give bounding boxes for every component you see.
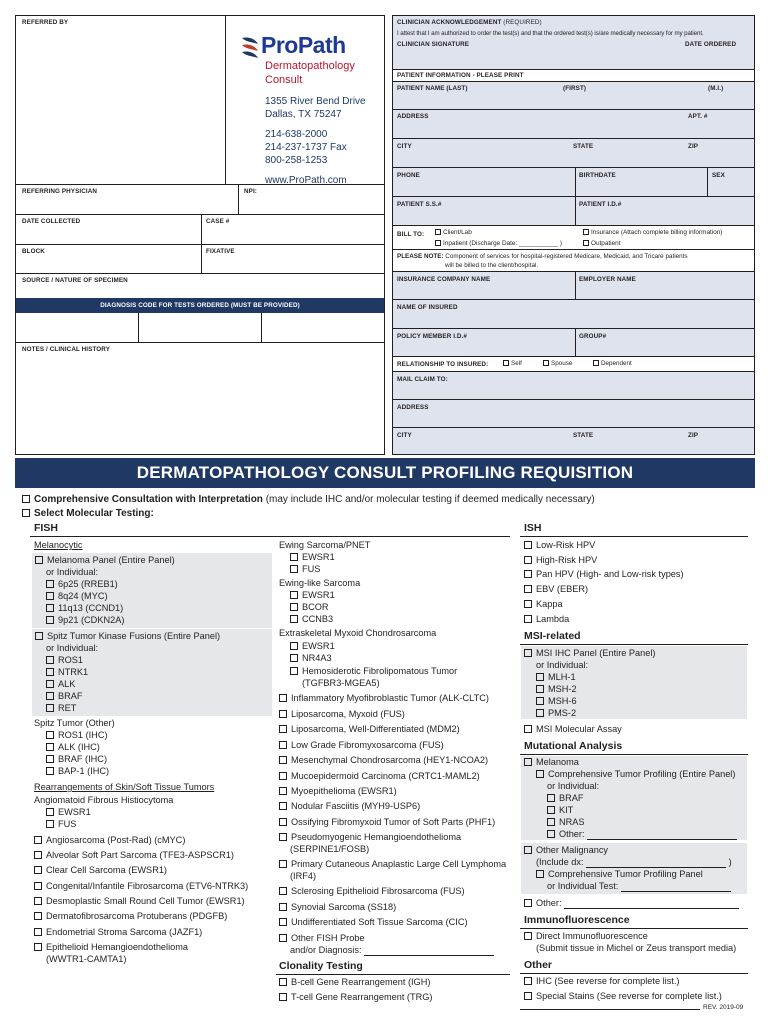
insurance-company-row[interactable]: [393, 271, 754, 299]
mel-item[interactable]: 6p25 (RREB1): [46, 579, 118, 590]
relationship-label: RELATIONSHIP TO INSURED:: [397, 361, 489, 368]
fish2-item[interactable]: Mesenchymal Chondrosarcoma (HEY1-NCOA2): [279, 755, 488, 766]
fixative-label: FIXATIVE: [206, 248, 235, 255]
mut-other-checkbox[interactable]: [547, 830, 555, 838]
comp-tumor2-option[interactable]: Comprehensive Tumor Profiling Panel: [536, 869, 703, 880]
other-diagnosis-blank[interactable]: [364, 948, 494, 956]
mut-item-checkbox[interactable]: [547, 806, 555, 814]
comp-tumor2-checkbox[interactable]: [536, 870, 544, 878]
msi-item-checkbox[interactable]: [536, 697, 544, 705]
notes-label: NOTES / CLINICAL HISTORY: [22, 346, 110, 353]
propath-logo-icon: [240, 34, 260, 60]
msi-item-checkbox[interactable]: [536, 673, 544, 681]
self-checkbox[interactable]: [503, 360, 509, 366]
phone-row[interactable]: [393, 167, 754, 196]
ewing-like-item[interactable]: CCNB3: [290, 614, 333, 625]
fish-item-checkbox[interactable]: [34, 928, 42, 936]
diagnosis-code-cells[interactable]: [16, 313, 384, 342]
rearrangements-heading: Rearrangements of Skin/Soft Tissue Tumors: [34, 782, 215, 792]
please-note-text-1: Component of services for hospital-registered Medicare, Medicaid, and Tricare patients: [445, 253, 688, 260]
individual-test-blank[interactable]: [621, 884, 731, 892]
or-individual-label: or Individual:: [547, 781, 600, 791]
fish2-item-checkbox[interactable]: [279, 787, 287, 795]
city2-label: CITY: [397, 432, 412, 439]
other-item[interactable]: IHC (See reverse for complete list.): [524, 976, 679, 987]
dependent-option[interactable]: Dependent: [593, 360, 632, 367]
include-dx-blank[interactable]: [586, 860, 726, 868]
please-note-label: PLEASE NOTE:: [397, 253, 444, 260]
msi-item[interactable]: MSH-2: [536, 684, 577, 695]
mut-item-checkbox[interactable]: [547, 818, 555, 826]
ack-title: CLINICIAN ACKNOWLEDGEMENT: [397, 19, 502, 26]
fish2-item-checkbox[interactable]: [279, 694, 287, 702]
patient-name-row[interactable]: [393, 81, 754, 109]
ish-item-checkbox[interactable]: [524, 570, 532, 578]
insurance-company-label: INSURANCE COMPANY NAME: [397, 276, 491, 283]
extraskeletal-heading: Extraskeletal Myxoid Chondrosarcoma: [279, 628, 437, 638]
extra-item-checkbox[interactable]: [290, 667, 298, 675]
fish2-item[interactable]: Nodular Fasciitis (MYH9-USP6): [279, 801, 420, 812]
spitz-item[interactable]: RET: [46, 703, 76, 714]
msi-item[interactable]: MSH-6: [536, 696, 577, 707]
spouse-checkbox[interactable]: [543, 360, 549, 366]
ack-text: I attest that I am authorized to order the test(s) and that the ordered test(s) is/are medically necessary for my patient.: [397, 30, 704, 37]
msi-item-checkbox[interactable]: [536, 685, 544, 693]
molecular-label: Select Molecular Testing:: [34, 508, 154, 519]
angio-item[interactable]: FUS: [46, 819, 76, 830]
spitz-item[interactable]: ROS1: [46, 655, 83, 666]
fish3-item-checkbox[interactable]: [279, 934, 287, 942]
ish-item[interactable]: Pan HPV (High- and Low-risk types): [524, 569, 684, 580]
ewing-item[interactable]: FUS: [290, 564, 320, 575]
ish-item[interactable]: EBV (EBER): [524, 584, 588, 595]
npi-label: NPI:: [244, 188, 257, 195]
fish-item[interactable]: Dermatofibrosarcoma Protuberans (PDGFB): [34, 911, 227, 922]
other-item-checkbox[interactable]: [524, 992, 532, 1000]
extra-item-checkbox[interactable]: [290, 654, 298, 662]
melanoma-option[interactable]: Melanoma: [524, 757, 579, 768]
address2-label: ADDRESS: [397, 404, 429, 411]
ssn-row[interactable]: [393, 196, 754, 225]
policy-label: POLICY MEMBER I.D.#: [397, 333, 468, 340]
name-insured-row[interactable]: [393, 299, 754, 328]
melanocytic-heading: Melanocytic: [34, 540, 83, 550]
requisition-banner: [15, 458, 755, 488]
spitz-item[interactable]: NTRK1: [46, 667, 88, 678]
clonality-item[interactable]: B-cell Gene Rearrangement (IGH): [279, 977, 430, 988]
company-phone-2: 214-237-1737 Fax: [265, 142, 347, 153]
ish-item-checkbox[interactable]: [524, 585, 532, 593]
individual-test-field[interactable]: or Individual Test:: [547, 881, 731, 892]
fish2-item[interactable]: Liposarcoma, Myxoid (FUS): [279, 709, 405, 720]
angio-item[interactable]: EWSR1: [46, 807, 91, 818]
mel-item-checkbox[interactable]: [46, 580, 54, 588]
clonality-heading: Clonality Testing: [279, 960, 363, 972]
address-label: ADDRESS: [397, 113, 429, 120]
other-option[interactable]: Other:: [524, 898, 739, 909]
spitz-other-item[interactable]: ALK (IHC): [46, 742, 100, 753]
fish2-item-checkbox[interactable]: [279, 802, 287, 810]
self-option[interactable]: Self: [503, 360, 522, 367]
company-website: www.ProPath.com: [265, 175, 347, 186]
msi-item-checkbox[interactable]: [536, 709, 544, 717]
or-individual-label: or Individual:: [46, 643, 99, 653]
extra-item[interactable]: EWSR1: [290, 641, 335, 652]
ack-cell[interactable]: [393, 16, 754, 69]
fish2-item-checkbox[interactable]: [279, 710, 287, 718]
extra-item[interactable]: NR4A3: [290, 653, 332, 664]
requisition-title: DERMATOPATHOLOGY CONSULT PROFILING REQUISITION: [136, 463, 634, 482]
pseudomyogenic-subtext: (SERPINE1/FOSB): [290, 844, 370, 854]
company-subtitle-2: Consult: [265, 74, 303, 86]
address-row[interactable]: [393, 109, 754, 138]
melanoma-checkbox[interactable]: [524, 758, 532, 766]
fish2-item[interactable]: Ossifying Fibromyxoid Tumor of Soft Parts (PHF1): [279, 817, 495, 828]
clonality-checkbox[interactable]: [279, 993, 287, 1001]
block-row[interactable]: [16, 244, 384, 273]
or-individual-label: or Individual:: [46, 567, 99, 577]
spitz-other-item[interactable]: BAP-1 (IHC): [46, 766, 109, 777]
diagnosis-bar-label: DIAGNOSIS CODE FOR TESTS ORDERED (MUST BE PROVIDED): [100, 302, 300, 309]
right-form: [392, 15, 755, 455]
phone-label: PHONE: [397, 172, 420, 179]
insurance-checkbox[interactable]: [583, 229, 589, 235]
outpatient-checkbox[interactable]: [583, 240, 589, 246]
ish-item-checkbox[interactable]: [524, 600, 532, 608]
mel-item-checkbox[interactable]: [46, 604, 54, 612]
diagnosis-bar: [16, 298, 384, 313]
notes-cell[interactable]: [16, 342, 384, 454]
msi-item[interactable]: MLH-1: [536, 672, 576, 683]
melanoma-panel-option[interactable]: Melanoma Panel (Entire Panel): [35, 555, 175, 566]
spitz-other-checkbox[interactable]: [46, 755, 54, 763]
company-phone-1: 214-638-2000: [265, 129, 328, 140]
mut-item[interactable]: KIT: [547, 805, 573, 816]
mel-item[interactable]: 8q24 (MYC): [46, 591, 108, 602]
msi-assay-checkbox[interactable]: [524, 725, 532, 733]
other-item[interactable]: Special Stains (See reverse for complete list.): [524, 991, 722, 1002]
spouse-option[interactable]: Spouse: [543, 360, 572, 367]
clonality-item[interactable]: T-cell Gene Rearrangement (TRG): [279, 992, 432, 1003]
insurance-option[interactable]: Insurance (Attach complete billing information): [583, 229, 722, 236]
direct-immuno-subtext: (Submit tissue in Michel or Zeus transport media): [536, 943, 737, 953]
molecular-option[interactable]: [22, 508, 154, 519]
ish-item[interactable]: Low-Risk HPV: [524, 540, 595, 551]
spitz-fusions-checkbox[interactable]: [35, 632, 43, 640]
fish3-item-checkbox[interactable]: [279, 903, 287, 911]
mut-item-checkbox[interactable]: [547, 794, 555, 802]
fish3-item[interactable]: Undifferentiated Soft Tissue Sarcoma (CIC): [279, 917, 468, 928]
fish3-item-checkbox[interactable]: [279, 918, 287, 926]
spitz-other-checkbox[interactable]: [46, 743, 54, 751]
outpatient-option[interactable]: Outpatient: [583, 240, 621, 247]
other-blank[interactable]: [564, 901, 739, 909]
referred-by-cell[interactable]: [16, 16, 226, 184]
block-label: BLOCK: [22, 248, 45, 255]
or-individual-label: or Individual:: [536, 660, 589, 670]
fish-item-checkbox[interactable]: [34, 912, 42, 920]
angio-item-checkbox[interactable]: [46, 808, 54, 816]
mut-other-option[interactable]: Other:: [547, 829, 737, 840]
mi-label: (M.I.): [708, 85, 724, 92]
spitz-other-heading: Spitz Tumor (Other): [34, 718, 115, 728]
comp-tumor-checkbox[interactable]: [536, 770, 544, 778]
extra-item[interactable]: Hemosiderotic Fibrolipomatous Tumor: [290, 666, 457, 677]
fish3-item[interactable]: Other FISH Probe: [279, 933, 365, 944]
ish-item[interactable]: Kappa: [524, 599, 563, 610]
ewing-like-heading: Ewing-like Sarcoma: [279, 578, 361, 588]
ewing-like-item[interactable]: BCOR: [290, 602, 329, 613]
ssn-label: PATIENT S.S.#: [397, 201, 442, 208]
sex-label: SEX: [712, 172, 725, 179]
fish2-item-checkbox[interactable]: [279, 756, 287, 764]
state-label: STATE: [573, 143, 594, 150]
msi-assay-option[interactable]: MSI Molecular Assay: [524, 724, 622, 735]
company-block: [231, 26, 381, 186]
hemosiderotic-subtext: (TGFBR3-MGEA5): [302, 678, 380, 688]
immuno-heading: Immunofluorescence: [524, 914, 630, 926]
mut-item[interactable]: BRAF: [547, 793, 584, 804]
company-phone-3: 800-258-1253: [265, 155, 328, 166]
spitz-fusions-option[interactable]: Spitz Tumor Kinase Fusions (Entire Panel): [35, 631, 220, 642]
inpatient-option[interactable]: Inpatient (Discharge Date: ___________ ): [435, 240, 562, 247]
left-form: [15, 15, 385, 455]
date-collected-row[interactable]: [16, 214, 384, 244]
fish-item-checkbox[interactable]: [34, 882, 42, 890]
clinician-signature-label: CLINICIAN SIGNATURE: [397, 41, 470, 48]
spitz-other-item[interactable]: ROS1 (IHC): [46, 730, 108, 741]
group-label: GROUP#: [579, 333, 607, 340]
molecular-checkbox[interactable]: [22, 509, 30, 517]
employer-label: EMPLOYER NAME: [579, 276, 636, 283]
fish-item-checkbox[interactable]: [34, 943, 42, 951]
other-malignancy-option[interactable]: Other Malignancy: [524, 845, 608, 856]
please-note-text-2: will be billed to the client/hospital.: [445, 262, 539, 269]
fish2-item-checkbox[interactable]: [279, 772, 287, 780]
ewing-like-checkbox[interactable]: [290, 615, 298, 623]
spitz-item-checkbox[interactable]: [46, 692, 54, 700]
fish-item[interactable]: Endometrial Stroma Sarcoma (JAZF1): [34, 927, 202, 938]
ish-item-checkbox[interactable]: [524, 615, 532, 623]
comprehensive-option[interactable]: [22, 494, 595, 505]
spitz-item-checkbox[interactable]: [46, 704, 54, 712]
ack-required: (REQUIRED): [503, 19, 542, 26]
please-note-row: [393, 249, 754, 271]
fish2-item[interactable]: Myoepithelioma (EWSR1): [279, 786, 397, 797]
state2-label: STATE: [573, 432, 594, 439]
spitz-other-checkbox[interactable]: [46, 767, 54, 775]
referring-physician-row[interactable]: [16, 184, 384, 214]
patient-name-label: PATIENT NAME (LAST): [397, 85, 468, 92]
other-diagnosis-field[interactable]: and/or Diagnosis:: [290, 945, 494, 956]
clonality-checkbox[interactable]: [279, 978, 287, 986]
fish2-item-checkbox[interactable]: [279, 741, 287, 749]
other-malignancy-checkbox[interactable]: [524, 846, 532, 854]
propath-logo: ProPath: [261, 32, 346, 58]
patient-id-label: PATIENT I.D.#: [579, 201, 622, 208]
address2-row[interactable]: [393, 399, 754, 427]
source-row[interactable]: [16, 273, 384, 298]
angio-item-checkbox[interactable]: [46, 820, 54, 828]
fish3-item-checkbox[interactable]: [279, 887, 287, 895]
ewing-like-checkbox[interactable]: [290, 603, 298, 611]
zip-label: ZIP: [688, 143, 699, 150]
ish-item[interactable]: High-Risk HPV: [524, 555, 597, 566]
revision-label: REV. 2019-09: [703, 1004, 744, 1011]
other-item-checkbox[interactable]: [524, 977, 532, 985]
spitz-item-checkbox[interactable]: [46, 656, 54, 664]
spitz-item[interactable]: ALK: [46, 679, 75, 690]
comp-tumor-option[interactable]: Comprehensive Tumor Profiling (Entire Panel): [536, 769, 735, 780]
include-dx-field[interactable]: (Include dx: ): [536, 857, 732, 867]
mutational-heading: Mutational Analysis: [524, 740, 623, 752]
ewing-item-checkbox[interactable]: [290, 553, 298, 561]
date-collected-label: DATE COLLECTED: [22, 218, 81, 225]
ish-heading: ISH: [524, 522, 542, 534]
bill-to-row: [393, 225, 754, 249]
client-lab-checkbox[interactable]: [435, 229, 441, 235]
ewing-item-checkbox[interactable]: [290, 565, 298, 573]
fish3-item[interactable]: Sclerosing Epithelioid Fibrosarcoma (FUS): [279, 886, 465, 897]
msi-item[interactable]: PMS-2: [536, 708, 576, 719]
first-name-label: (FIRST): [563, 85, 587, 92]
fish2-item[interactable]: Inflammatory Myofibroblastic Tumor (ALK-CLTC): [279, 693, 489, 704]
fish-item-checkbox[interactable]: [34, 866, 42, 874]
fish-item[interactable]: Epithelioid Hemangioendothelioma: [34, 942, 188, 953]
primary-cutaneous-option[interactable]: Primary Cutaneous Anaplastic Large Cell Lymphoma: [279, 859, 506, 870]
fish-item[interactable]: Desmoplastic Small Round Cell Tumor (EWSR1): [34, 896, 245, 907]
referring-physician-label: REFERRING PHYSICIAN: [22, 188, 98, 195]
mut-item[interactable]: NRAS: [547, 817, 585, 828]
fish2-item-checkbox[interactable]: [279, 833, 287, 841]
fish-item[interactable]: Clear Cell Sarcoma (EWSR1): [34, 865, 167, 876]
mel-item[interactable]: 11q13 (CCND1): [46, 603, 123, 614]
ewing-like-checkbox[interactable]: [290, 591, 298, 599]
other-checkbox[interactable]: [524, 899, 532, 907]
direct-immuno-option[interactable]: Direct Immunofluorescence: [524, 931, 648, 942]
fish3-item[interactable]: Synovial Sarcoma (SS18): [279, 902, 396, 913]
ish-item[interactable]: Lambda: [524, 614, 569, 625]
ewing-heading: Ewing Sarcoma/PNET: [279, 540, 371, 550]
mail-claim-row[interactable]: [393, 371, 754, 399]
dependent-checkbox[interactable]: [593, 360, 599, 366]
date-ordered-label: DATE ORDERED: [685, 41, 737, 48]
fish2-item[interactable]: Liposarcoma, Well-Differentiated (MDM2): [279, 724, 460, 735]
patient-info-label: PATIENT INFORMATION - PLEASE PRINT: [397, 72, 524, 79]
extra-item-checkbox[interactable]: [290, 642, 298, 650]
relationship-row: [393, 356, 754, 371]
company-address-2: Dallas, TX 75247: [265, 109, 342, 120]
fish2-item-checkbox[interactable]: [279, 725, 287, 733]
mel-item-checkbox[interactable]: [46, 616, 54, 624]
bill-to-label: BILL TO:: [397, 231, 425, 238]
mel-item[interactable]: 9p21 (CDKN2A): [46, 615, 124, 626]
zip2-label: ZIP: [688, 432, 699, 439]
city2-row[interactable]: [393, 427, 754, 454]
melanoma-panel-checkbox[interactable]: [35, 556, 43, 564]
mut-other-blank[interactable]: [587, 832, 737, 840]
fish2-item[interactable]: Pseudomyogenic Hemangioendothelioma: [279, 832, 461, 843]
fish2-item[interactable]: Mucoepidermoid Carcinoma (CRTC1-MAML2): [279, 771, 480, 782]
ish-item-checkbox[interactable]: [524, 556, 532, 564]
fish2-item[interactable]: Low Grade Fibromyxosarcoma (FUS): [279, 740, 444, 751]
other-heading: Other: [524, 959, 553, 971]
primary-cutaneous-subtext: (IRF4): [290, 871, 317, 881]
spitz-other-checkbox[interactable]: [46, 731, 54, 739]
fish-heading: FISH: [34, 522, 58, 534]
company-address-1: 1355 River Bend Drive: [265, 96, 366, 107]
mel-item-checkbox[interactable]: [46, 592, 54, 600]
fish-item[interactable]: Angiosarcoma (Post-Rad) (cMYC): [34, 835, 185, 846]
fish-item-checkbox[interactable]: [34, 836, 42, 844]
fish-item-checkbox[interactable]: [34, 851, 42, 859]
patient-info-header: [393, 69, 754, 81]
primary-cutaneous-checkbox[interactable]: [279, 860, 287, 868]
fish2-item-checkbox[interactable]: [279, 818, 287, 826]
spitz-item-checkbox[interactable]: [46, 680, 54, 688]
fish-item-checkbox[interactable]: [34, 897, 42, 905]
fish-item[interactable]: Alveolar Soft Part Sarcoma (TFE3-ASPSCR1): [34, 850, 234, 861]
mail-claim-label: MAIL CLAIM TO:: [397, 376, 448, 383]
client-lab-option[interactable]: Client/Lab: [435, 229, 472, 236]
source-label: SOURCE / NATURE OF SPECIMEN: [22, 277, 128, 284]
direct-immuno-checkbox[interactable]: [524, 932, 532, 940]
spitz-other-item[interactable]: BRAF (IHC): [46, 754, 107, 765]
company-subtitle-1: Dermatopathology: [265, 60, 355, 72]
inpatient-checkbox[interactable]: [435, 240, 441, 246]
ehe-subtext: (WWTR1-CAMTA1): [46, 954, 127, 964]
name-insured-label: NAME OF INSURED: [397, 304, 458, 311]
spitz-item[interactable]: BRAF: [46, 691, 83, 702]
angiomatoid-heading: Angiomatoid Fibrous Histiocytoma: [34, 795, 174, 805]
apt-label: APT. #: [688, 113, 708, 120]
msi-panel-checkbox[interactable]: [524, 649, 532, 657]
comprehensive-label: Comprehensive Consultation with Interpretation: [34, 494, 263, 505]
msi-panel-option[interactable]: MSI IHC Panel (Entire Panel): [524, 648, 655, 659]
ewing-item[interactable]: EWSR1: [290, 552, 335, 563]
comprehensive-checkbox[interactable]: [22, 495, 30, 503]
msi-heading: MSI-related: [524, 630, 581, 642]
case-number-label: CASE #: [206, 218, 230, 225]
birthdate-label: BIRTHDATE: [579, 172, 616, 179]
ish-item-checkbox[interactable]: [524, 541, 532, 549]
ewing-like-item[interactable]: EWSR1: [290, 590, 335, 601]
policy-row[interactable]: [393, 328, 754, 356]
fish-item[interactable]: Congenital/Infantile Fibrosarcoma (ETV6-NTRK3): [34, 881, 248, 892]
city-label: CITY: [397, 143, 412, 150]
comprehensive-note: (may include IHC and/or molecular testing if deemed medically necessary): [265, 494, 595, 505]
city-row[interactable]: [393, 138, 754, 167]
referred-by-label: REFERRED BY: [22, 19, 69, 26]
spitz-item-checkbox[interactable]: [46, 668, 54, 676]
